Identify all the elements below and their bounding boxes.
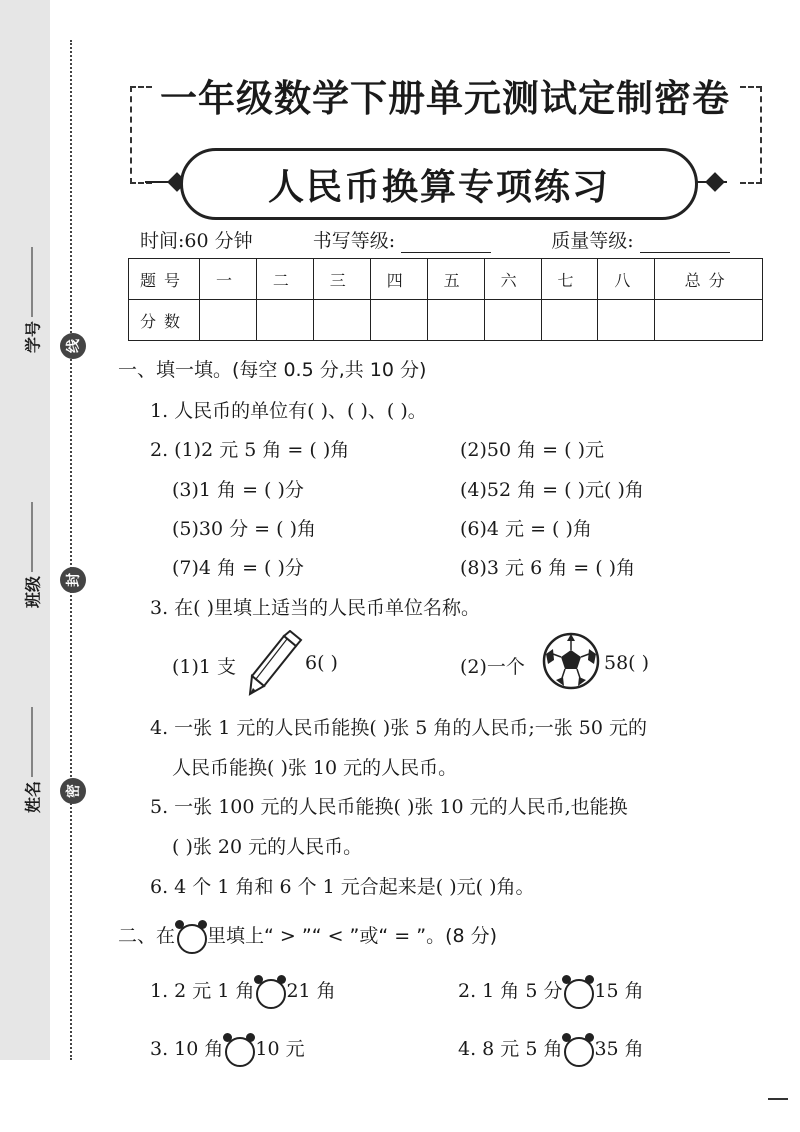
score-row-label: 题号 xyxy=(129,259,200,300)
question-2-1: 2. (1)2 元 5 角 = ( )角 xyxy=(150,439,350,461)
exam-meta xyxy=(140,226,736,253)
compare-2-right: 15 角 xyxy=(594,979,644,1002)
question-4-line2: 人民币能换( )张 10 元的人民币。 xyxy=(172,757,458,779)
score-row-label: 分数 xyxy=(129,300,200,341)
compare-4 xyxy=(458,1033,644,1061)
score-col: 六 xyxy=(484,259,541,300)
score-col: 八 xyxy=(598,259,655,300)
section2-heading xyxy=(118,920,497,948)
pencil-icon xyxy=(246,630,306,696)
compare-3-left: 3. 10 角 xyxy=(150,1037,224,1060)
question-6: 6. 4 个 1 角和 6 个 1 元合起来是( )元( )角。 xyxy=(150,876,535,898)
panda-answer-circle[interactable] xyxy=(225,1033,253,1061)
quality-grade-blank[interactable] xyxy=(640,236,730,253)
score-cell[interactable] xyxy=(655,300,763,341)
question-1: 1. 人民币的单位有( )、( )、( )。 xyxy=(150,400,427,422)
right-dashed-frame xyxy=(740,86,762,184)
compare-1-left: 1. 2 元 1 角 xyxy=(150,979,255,1002)
panda-answer-circle[interactable] xyxy=(256,975,284,1003)
score-col: 总分 xyxy=(655,259,763,300)
score-cell[interactable] xyxy=(256,300,313,341)
question-3-1-label: (1)1 支 xyxy=(172,656,237,678)
score-col: 四 xyxy=(370,259,427,300)
corner-mark xyxy=(768,1098,788,1100)
question-3-2-label: (2)一个 xyxy=(460,656,525,678)
question-3: 3. 在( )里填上适当的人民币单位名称。 xyxy=(150,597,481,619)
student-number-field[interactable]: 学号 xyxy=(21,247,44,353)
writing-grade-blank[interactable] xyxy=(401,236,491,253)
score-cell[interactable] xyxy=(370,300,427,341)
time-text: 时间:60 分钟 xyxy=(140,230,253,252)
name-field[interactable]: 姓名 xyxy=(21,707,44,813)
subtitle-banner xyxy=(180,148,698,220)
seal-mark-xian: 线 xyxy=(60,333,86,359)
compare-3 xyxy=(150,1033,305,1061)
section2-heading-end: 里填上“ > ”“ < ”或“ = ”。(8 分) xyxy=(207,924,498,947)
score-cell[interactable] xyxy=(200,300,257,341)
compare-2-left: 2. 1 角 5 分 xyxy=(458,979,563,1002)
score-col: 七 xyxy=(541,259,598,300)
football-icon xyxy=(542,632,600,690)
score-col: 二 xyxy=(256,259,313,300)
section2-heading-start: 二、在 xyxy=(118,924,176,947)
compare-3-right: 10 元 xyxy=(255,1037,305,1060)
compare-2 xyxy=(458,975,644,1003)
panda-answer-circle[interactable] xyxy=(564,975,592,1003)
score-cell[interactable] xyxy=(427,300,484,341)
compare-4-right: 35 角 xyxy=(594,1037,644,1060)
section1-heading: 一、填一填。(每空 0.5 分,共 10 分) xyxy=(118,359,427,381)
compare-4-left: 4. 8 元 5 角 xyxy=(458,1037,563,1060)
seal-mark-mi: 密 xyxy=(60,778,86,804)
panda-circle-icon xyxy=(177,920,205,948)
diamond-right xyxy=(705,172,725,192)
writing-grade-label: 书写等级: xyxy=(312,230,396,252)
question-5-line1: 5. 一张 100 元的人民币能换( )张 10 元的人民币,也能换 xyxy=(150,796,628,818)
question-2-7: (7)4 角 = ( )分 xyxy=(172,557,304,579)
left-dashed-frame xyxy=(130,86,152,184)
seal-dotted-line xyxy=(70,40,72,1060)
question-2-4: (4)52 角 = ( )元( )角 xyxy=(460,479,644,501)
compare-1 xyxy=(150,975,336,1003)
score-header-row xyxy=(129,259,763,300)
score-cell[interactable] xyxy=(484,300,541,341)
question-3-2-blank: 58( ) xyxy=(604,652,650,674)
question-2-3: (3)1 角 = ( )分 xyxy=(172,479,304,501)
score-cell[interactable] xyxy=(313,300,370,341)
score-value-row xyxy=(129,300,763,341)
score-cell[interactable] xyxy=(541,300,598,341)
question-2-6: (6)4 元 = ( )角 xyxy=(460,518,592,540)
score-cell[interactable] xyxy=(598,300,655,341)
class-field[interactable]: 班级 xyxy=(21,502,44,608)
subtitle: 人民币换算专项练习 xyxy=(267,166,610,208)
score-col: 一 xyxy=(200,259,257,300)
question-2-5: (5)30 分 = ( )角 xyxy=(172,518,316,540)
panda-answer-circle[interactable] xyxy=(564,1033,592,1061)
score-table xyxy=(128,258,763,341)
compare-1-right: 21 角 xyxy=(286,979,336,1002)
seal-mark-feng: 封 xyxy=(60,567,86,593)
score-col: 五 xyxy=(427,259,484,300)
question-4-line1: 4. 一张 1 元的人民币能换( )张 5 角的人民币;一张 50 元的 xyxy=(150,717,648,739)
question-2-2: (2)50 角 = ( )元 xyxy=(460,439,604,461)
page-title: 一年级数学下册单元测试定制密卷 xyxy=(160,77,730,120)
question-3-1-blank: 6( ) xyxy=(305,652,338,674)
question-2-8: (8)3 元 6 角 = ( )角 xyxy=(460,557,636,579)
quality-grade-label: 质量等级: xyxy=(551,230,634,252)
score-col: 三 xyxy=(313,259,370,300)
question-5-line2: ( )张 20 元的人民币。 xyxy=(172,836,363,858)
